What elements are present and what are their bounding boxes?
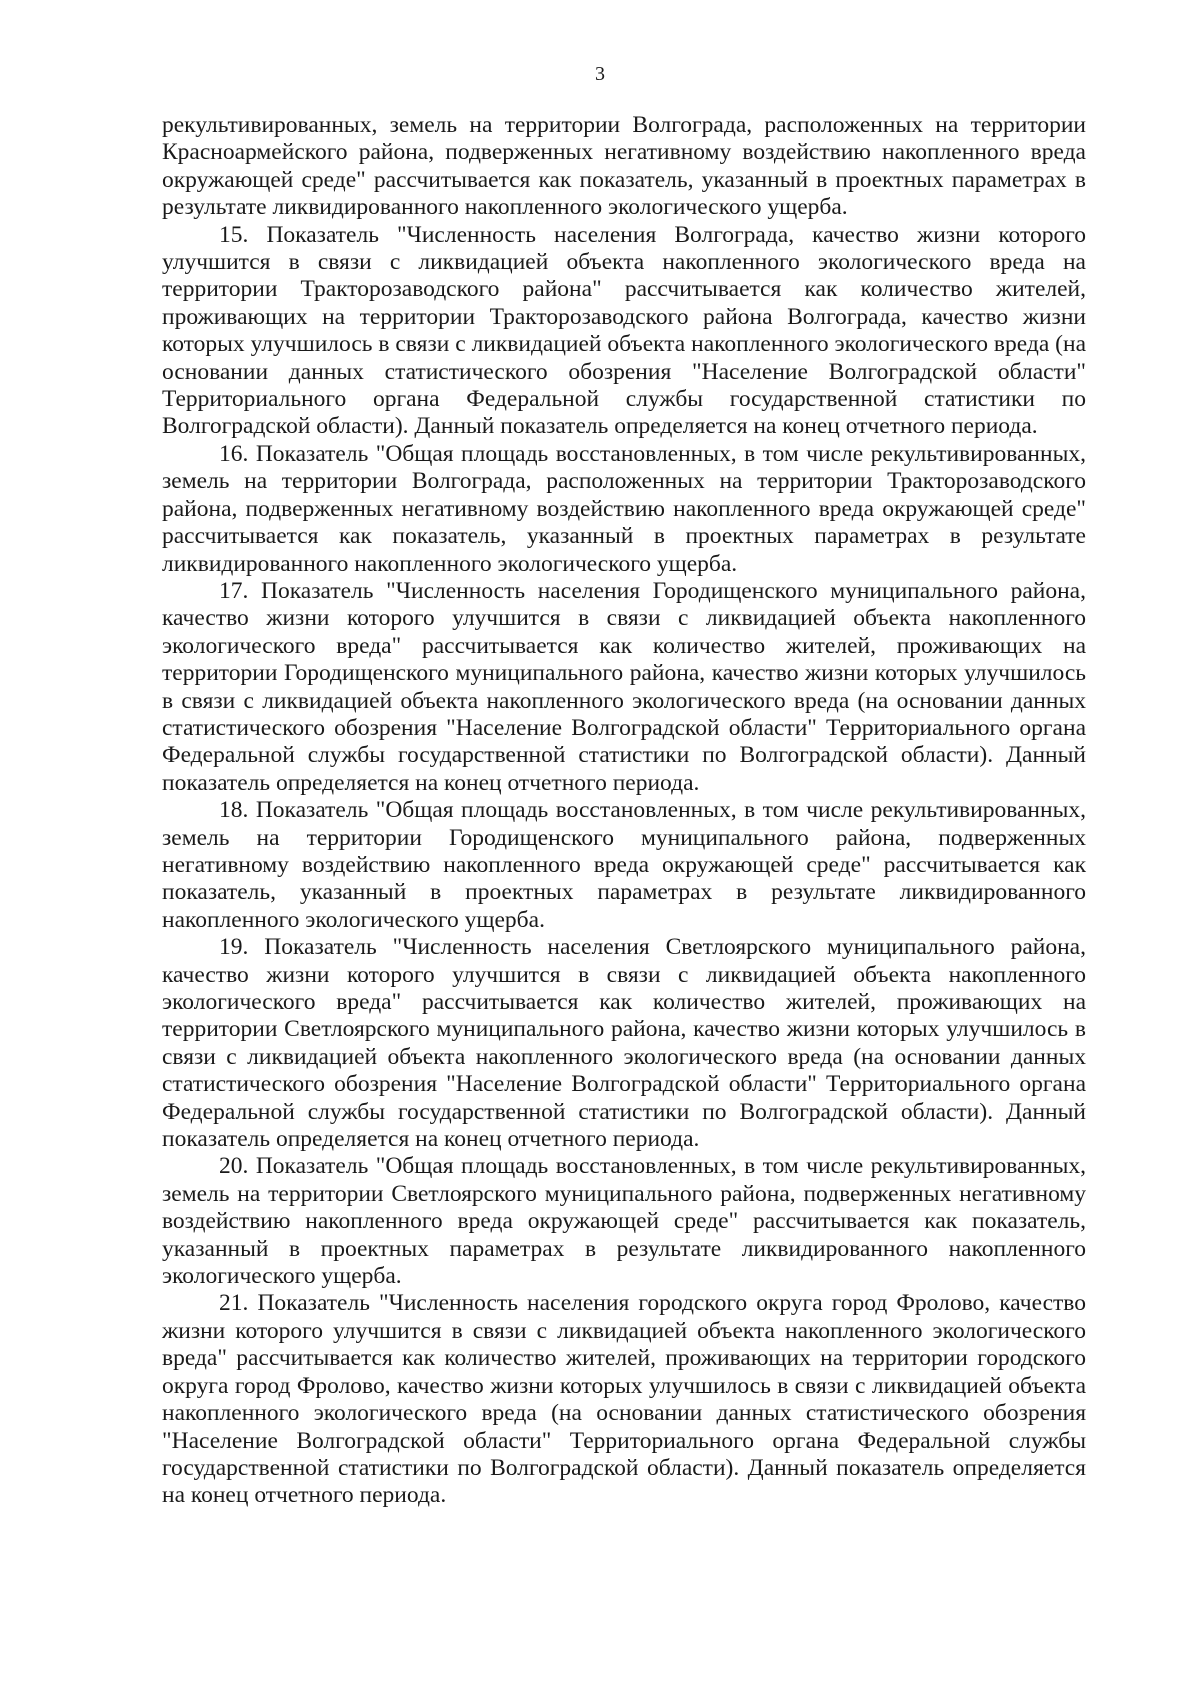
paragraph-18: 18. Показатель "Общая площадь восстановленных, в том числе рекультивированных, земель на территории Городищенского муниципального района, подверженных негативному воздействию накопленного вреда окружающей среде" рассчитывается как показатель, указанный в проектных параметрах в результате ликвидированного накопленного экологического ущерба. xyxy=(162,797,1086,933)
document-body xyxy=(162,112,1086,1510)
paragraph-continuation: рекультивированных, земель на территории Волгограда, расположенных на территории Красноармейского района, подверженных негативному воздействию накопленного вреда окружающей среде" рассчитывается как показатель, указанный в проектных параметрах в результате ликвидированного накопленного экологического ущерба. xyxy=(162,112,1086,221)
paragraph-15: 15. Показатель "Численность населения Волгограда, качество жизни которого улучшится в связи с ликвидацией объекта накопленного экологического вреда на территории Тракторозаводского района" рассчитывается как количество жителей, проживающих на территории Тракторозаводского района Волгограда, качество жизни которых улучшилось в связи с ликвидацией объекта накопленного экологического вреда (на основании данных статистического обозрения "Население Волгоградской области" Территориального органа Федеральной службы государственной статистики по Волгоградской области). Данный показатель определяется на конец отчетного периода. xyxy=(162,221,1086,440)
page-number: 3 xyxy=(595,63,605,85)
paragraph-17: 17. Показатель "Численность населения Городищенского муниципального района, качество жизни которого улучшится в связи с ликвидацией объекта накопленного экологического вреда" рассчитывается как количество жителей, проживающих на территории Городищенского муниципального района, качество жизни которых улучшилось в связи с ликвидацией объекта накопленного экологического вреда (на основании данных статистического обозрения "Население Волгоградской области" Территориального органа Федеральной службы государственной статистики по Волгоградской области). Данный показатель определяется на конец отчетного периода. xyxy=(162,577,1086,796)
paragraph-20: 20. Показатель "Общая площадь восстановленных, в том числе рекультивированных, земель на территории Светлоярского муниципального района, подверженных негативному воздействию накопленного вреда окружающей среде" рассчитывается как показатель, указанный в проектных параметрах в результате ликвидированного накопленного экологического ущерба. xyxy=(162,1153,1086,1290)
paragraph-21: 21. Показатель "Численность населения городского округа город Фролово, качество жизни которого улучшится в связи с ликвидацией объекта накопленного экологического вреда" рассчитывается как количество жителей, проживающих на территории городского округа город Фролово, качество жизни которых улучшилось в связи с ликвидацией объекта накопленного экологического вреда (на основании данных статистического обозрения "Население Волгоградской области" Территориального органа Федеральной службы государственной статистики по Волгоградской области). Данный показатель определяется на конец отчетного периода. xyxy=(162,1290,1086,1509)
paragraph-19: 19. Показатель "Численность населения Светлоярского муниципального района, качество жизни которого улучшится в связи с ликвидацией объекта накопленного экологического вреда" рассчитывается как количество жителей, проживающих на территории Светлоярского муниципального района, качество жизни которых улучшилось в связи с ликвидацией объекта накопленного экологического вреда (на основании данных статистического обозрения "Население Волгоградской области" Территориального органа Федеральной службы государственной статистики по Волгоградской области). Данный показатель определяется на конец отчетного периода. xyxy=(162,934,1086,1153)
paragraph-16: 16. Показатель "Общая площадь восстановленных, в том числе рекультивированных, земель на территории Волгограда, расположенных на территории Тракторозаводского района, подверженных негативному воздействию накопленного вреда окружающей среде" рассчитывается как показатель, указанный в проектных параметрах в результате ликвидированного накопленного экологического ущерба. xyxy=(162,440,1086,577)
